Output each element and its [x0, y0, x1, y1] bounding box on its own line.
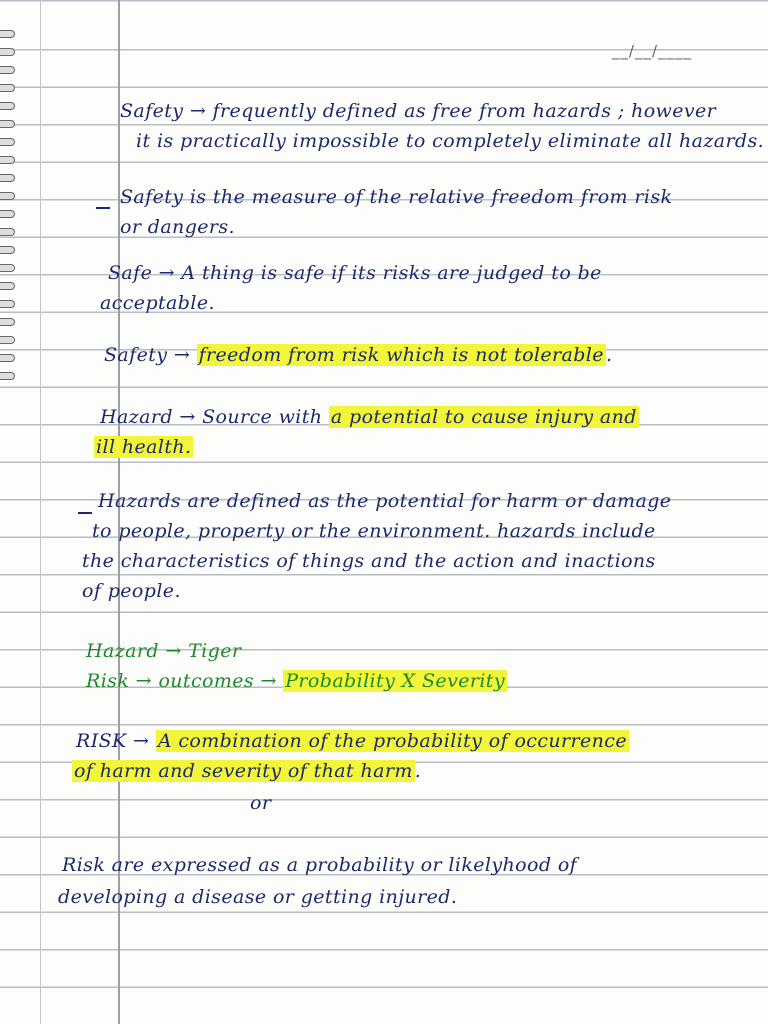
binding-ring	[0, 228, 15, 236]
highlighted-text: Probability X Severity	[285, 670, 505, 692]
highlighted-text: ill health.	[96, 436, 192, 458]
term-risk: RISK →	[76, 730, 156, 752]
binding-ring	[0, 282, 15, 290]
note-line: Safe → A thing is safe if its risks are judged to be	[108, 262, 602, 284]
note-line	[86, 670, 507, 692]
binding-ring	[0, 192, 15, 200]
date-field: __/__/____	[611, 42, 692, 60]
term-safety: Safety	[120, 100, 184, 122]
binding-ring	[0, 372, 15, 380]
note-line: Hazard → Tiger	[86, 640, 242, 662]
note-line: of harm and severity of that harm .	[74, 760, 422, 782]
note-line: to people, property or the environment. hazards include	[92, 520, 656, 542]
note-line: it is practically impossible to completely eliminate all hazards.	[136, 130, 765, 152]
note-line: acceptable.	[100, 292, 215, 314]
page-edge	[40, 0, 41, 1024]
note-line	[76, 730, 629, 752]
note-line: Safety → freedom from risk which is not tolerable .	[104, 344, 613, 366]
note-line: developing a disease or getting injured.	[58, 886, 458, 908]
highlighted-text: a potential to cause injury and	[330, 406, 637, 428]
binding-ring	[0, 48, 15, 56]
binding-ring	[0, 84, 15, 92]
binding-ring	[0, 354, 15, 362]
note-line: of people.	[82, 580, 181, 602]
note-line: Hazards are defined as the potential for harm or damage	[98, 490, 672, 512]
binding-ring	[0, 336, 15, 344]
highlighted-text: of harm and severity of that harm	[74, 760, 413, 782]
term-risk: Risk → outcomes →	[86, 670, 284, 692]
term-safety: Safety →	[104, 344, 197, 366]
binding-ring	[0, 246, 15, 254]
term-hazard: Hazard → Source with	[100, 406, 329, 428]
dash-bullet	[78, 512, 92, 514]
note-line	[120, 100, 716, 122]
binding-ring	[0, 102, 15, 110]
binding-ring	[0, 174, 15, 182]
binding-ring	[0, 138, 15, 146]
binding-ring	[0, 264, 15, 272]
binding-ring	[0, 120, 15, 128]
binding-ring	[0, 210, 15, 218]
binding-ring	[0, 300, 15, 308]
note-line: the characteristics of things and the action and inactions	[82, 550, 656, 572]
note-line	[94, 436, 193, 458]
definition-text: frequently defined as free from hazards ; however	[212, 100, 717, 122]
highlighted-text: A combination of the probability of occurrence	[157, 730, 627, 752]
note-line: Safety is the measure of the relative freedom from risk	[120, 186, 673, 208]
note-line: Risk are expressed as a probability or likelyhood of	[62, 854, 578, 876]
note-line: or	[250, 792, 272, 814]
note-line	[100, 406, 639, 428]
arrow: →	[183, 100, 213, 122]
spiral-binding	[0, 30, 16, 430]
binding-ring	[0, 156, 15, 164]
binding-ring	[0, 30, 15, 38]
binding-ring	[0, 66, 15, 74]
highlighted-text: freedom from risk which is not tolerable	[198, 344, 604, 366]
note-line: or dangers.	[120, 216, 235, 238]
binding-ring	[0, 318, 15, 326]
dash-bullet	[96, 207, 110, 209]
